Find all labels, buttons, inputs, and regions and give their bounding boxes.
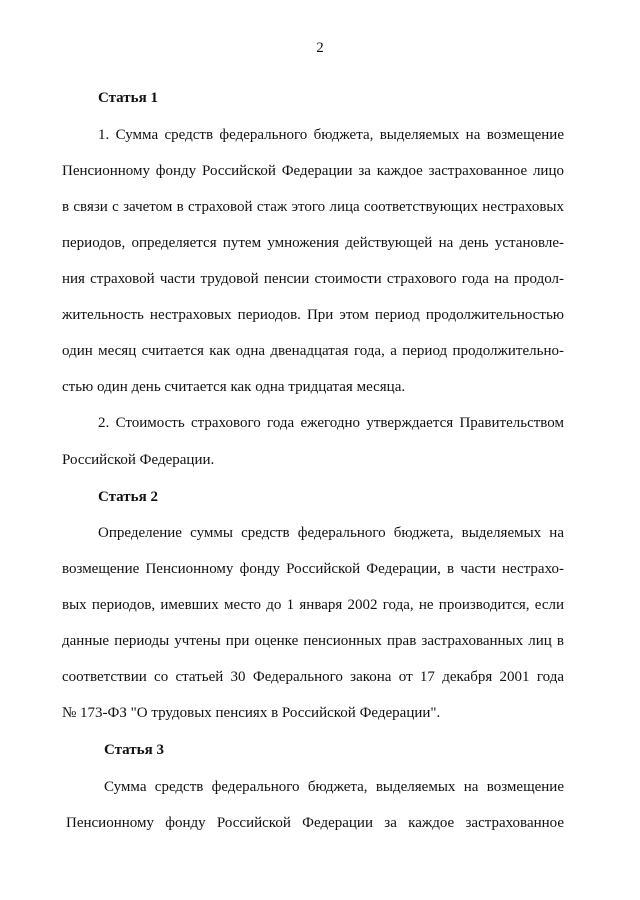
article-1-p1-line-7: один месяц считается как одна двенадцатая года, а период продолжительно- [62,343,564,359]
article-1-heading: Статья 1 [98,90,158,106]
article-2-p1-line-3: вых периодов, имевших место до 1 января 2002 года, не производится, если [62,597,564,613]
page-number: 2 [316,40,324,56]
article-2-p1-line-1: Определение суммы средств федерального бюджета, выделяемых на [98,525,564,541]
article-1-p1-line-3: в связи с зачетом в страховой стаж этого лица соответствующих нестраховых [62,199,564,215]
article-1-p2-line-1: 2. Стоимость страхового года ежегодно утверждается Правительством [98,415,564,431]
article-1-p1-line-1: 1. Сумма средств федерального бюджета, выделяемых на возмещение [98,127,564,143]
article-2-p1-line-4: данные периоды учтены при оценке пенсионных прав застрахованных лиц в [62,633,564,649]
article-3-p1-line-2: Пенсионному фонду Российской Федерации за каждое застрахованное [66,815,564,831]
article-1-p1-line-2: Пенсионному фонду Российской Федерации за каждое застрахованное лицо [62,163,564,179]
article-3-p1-line-1: Сумма средств федерального бюджета, выделяемых на возмещение [104,779,564,795]
article-1-p2-line-2: Российской Федерации. [62,452,215,468]
article-2-p1-line-2: возмещение Пенсионному фонду Российской Федерации, в части нестрахо- [62,561,564,577]
article-2-p1-line-5: соответствии со статьей 30 Федерального закона от 17 декабря 2001 года [62,669,564,685]
article-2-heading: Статья 2 [98,489,158,505]
article-1-p1-line-5: ния страховой части трудовой пенсии стоимости страхового года на продол- [62,271,564,287]
article-1-p1-line-6: жительность нестраховых периодов. При этом период продолжительностью [62,307,564,323]
article-1-p1-line-8: стью один день считается как одна тридцатая месяца. [62,379,406,395]
article-3-heading: Статья 3 [104,742,164,758]
article-1-p1-line-4: периодов, определяется путем умножения действующей на день установле- [62,235,564,251]
article-2-p1-line-6: № 173-ФЗ "О трудовых пенсиях в Российской Федерации". [62,705,441,721]
